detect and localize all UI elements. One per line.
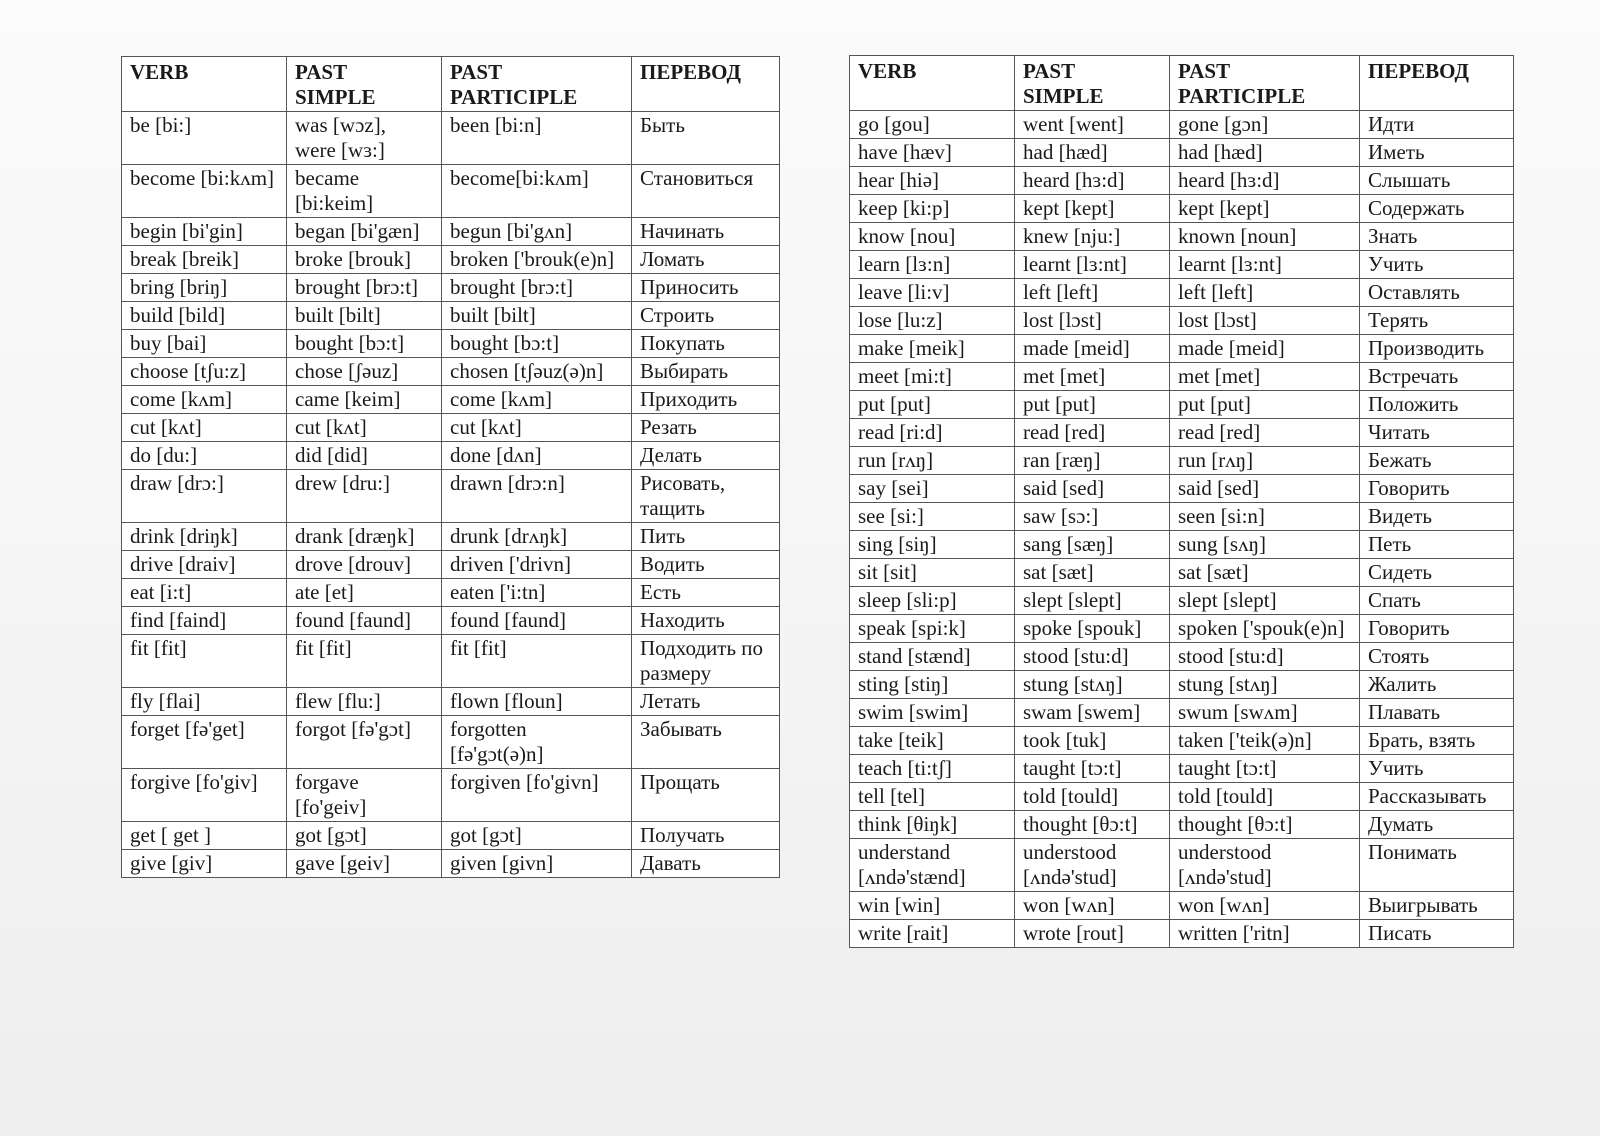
table-row bbox=[850, 111, 1514, 139]
cell-past-simple: saw [sɔ:] bbox=[1015, 503, 1170, 531]
table-row bbox=[850, 279, 1514, 307]
cell-past-participle: stood [stu:d] bbox=[1170, 643, 1360, 671]
table-row bbox=[122, 274, 780, 302]
cell-past-simple: took [tuk] bbox=[1015, 727, 1170, 755]
cell-verb: drink [driŋk] bbox=[122, 523, 287, 551]
cell-translation: Рисовать, тащить bbox=[632, 470, 780, 523]
table-row bbox=[122, 769, 780, 822]
header-translation: ПЕРЕВОД bbox=[632, 57, 780, 112]
cell-translation: Быть bbox=[632, 112, 780, 165]
cell-verb: sleep [sli:p] bbox=[850, 587, 1015, 615]
cell-past-participle: chosen [tʃəuz(ə)n] bbox=[442, 358, 632, 386]
cell-past-participle: broken ['brouk(e)n] bbox=[442, 246, 632, 274]
cell-past-participle: written ['ritn] bbox=[1170, 920, 1360, 948]
cell-verb: cut [kʌt] bbox=[122, 414, 287, 442]
cell-translation: Находить bbox=[632, 607, 780, 635]
cell-translation: Писать bbox=[1360, 920, 1514, 948]
table-row bbox=[850, 167, 1514, 195]
cell-past-simple: taught [tɔ:t] bbox=[1015, 755, 1170, 783]
cell-past-participle: put [put] bbox=[1170, 391, 1360, 419]
cell-past-simple: understood [ʌndə'stud] bbox=[1015, 839, 1170, 892]
table-row bbox=[122, 330, 780, 358]
cell-translation: Рассказывать bbox=[1360, 783, 1514, 811]
cell-past-simple: cut [kʌt] bbox=[287, 414, 442, 442]
cell-past-participle: had [hæd] bbox=[1170, 139, 1360, 167]
header-past-participle: PAST PARTICIPLE bbox=[442, 57, 632, 112]
cell-translation: Плавать bbox=[1360, 699, 1514, 727]
cell-past-participle: swum [swʌm] bbox=[1170, 699, 1360, 727]
table-row bbox=[122, 302, 780, 330]
cell-translation: Брать, взять bbox=[1360, 727, 1514, 755]
cell-past-simple: had [hæd] bbox=[1015, 139, 1170, 167]
cell-past-participle: stung [stʌŋ] bbox=[1170, 671, 1360, 699]
cell-translation: Прощать bbox=[632, 769, 780, 822]
cell-past-simple: put [put] bbox=[1015, 391, 1170, 419]
cell-translation: Жалить bbox=[1360, 671, 1514, 699]
cell-translation: Иметь bbox=[1360, 139, 1514, 167]
table-row bbox=[122, 414, 780, 442]
table-row bbox=[122, 822, 780, 850]
cell-verb: choose [tʃu:z] bbox=[122, 358, 287, 386]
cell-translation: Забывать bbox=[632, 716, 780, 769]
cell-verb: learn [lɜ:n] bbox=[850, 251, 1015, 279]
header-row bbox=[122, 57, 780, 112]
cell-past-participle: forgotten [fə'gɔt(ə)n] bbox=[442, 716, 632, 769]
table-row bbox=[850, 195, 1514, 223]
cell-translation: Получать bbox=[632, 822, 780, 850]
cell-verb: leave [li:v] bbox=[850, 279, 1015, 307]
cell-past-participle: taught [tɔ:t] bbox=[1170, 755, 1360, 783]
cell-past-participle: driven ['drivn] bbox=[442, 551, 632, 579]
cell-verb: drive [draiv] bbox=[122, 551, 287, 579]
cell-past-simple: bought [bɔ:t] bbox=[287, 330, 442, 358]
cell-past-participle: gone [gɔn] bbox=[1170, 111, 1360, 139]
table-row bbox=[122, 551, 780, 579]
cell-translation: Давать bbox=[632, 850, 780, 878]
cell-past-participle: fit [fit] bbox=[442, 635, 632, 688]
cell-past-simple: did [did] bbox=[287, 442, 442, 470]
cell-verb: begin [bi'gin] bbox=[122, 218, 287, 246]
cell-past-participle: drawn [drɔ:n] bbox=[442, 470, 632, 523]
table-row bbox=[850, 363, 1514, 391]
table-row bbox=[122, 688, 780, 716]
cell-verb: be [bi:] bbox=[122, 112, 287, 165]
table-row bbox=[850, 307, 1514, 335]
cell-past-participle: come [kʌm] bbox=[442, 386, 632, 414]
cell-verb: tell [tel] bbox=[850, 783, 1015, 811]
cell-translation: Знать bbox=[1360, 223, 1514, 251]
cell-past-simple: became [bi:keim] bbox=[287, 165, 442, 218]
cell-translation: Приходить bbox=[632, 386, 780, 414]
table-row bbox=[122, 112, 780, 165]
cell-past-simple: broke [brouk] bbox=[287, 246, 442, 274]
cell-translation: Думать bbox=[1360, 811, 1514, 839]
table-row bbox=[850, 643, 1514, 671]
table-row bbox=[122, 470, 780, 523]
table-row bbox=[850, 223, 1514, 251]
cell-translation: Понимать bbox=[1360, 839, 1514, 892]
cell-past-simple: slept [slept] bbox=[1015, 587, 1170, 615]
cell-translation: Приносить bbox=[632, 274, 780, 302]
cell-translation: Сидеть bbox=[1360, 559, 1514, 587]
cell-past-participle: sat [sæt] bbox=[1170, 559, 1360, 587]
cell-past-simple: ran [ræŋ] bbox=[1015, 447, 1170, 475]
cell-verb: know [nou] bbox=[850, 223, 1015, 251]
cell-past-simple: made [meid] bbox=[1015, 335, 1170, 363]
cell-translation: Ломать bbox=[632, 246, 780, 274]
cell-past-participle: understood [ʌndə'stud] bbox=[1170, 839, 1360, 892]
table-body-left bbox=[122, 112, 780, 878]
table-body-right bbox=[850, 111, 1514, 948]
cell-past-simple: thought [θɔ:t] bbox=[1015, 811, 1170, 839]
cell-past-participle: been [bi:n] bbox=[442, 112, 632, 165]
cell-translation: Оставлять bbox=[1360, 279, 1514, 307]
cell-verb: swim [swim] bbox=[850, 699, 1015, 727]
cell-past-simple: sat [sæt] bbox=[1015, 559, 1170, 587]
table-row bbox=[850, 671, 1514, 699]
cell-past-simple: came [keim] bbox=[287, 386, 442, 414]
header-row bbox=[850, 56, 1514, 111]
cell-translation: Есть bbox=[632, 579, 780, 607]
cell-verb: meet [mi:t] bbox=[850, 363, 1015, 391]
cell-past-participle: heard [hɜ:d] bbox=[1170, 167, 1360, 195]
cell-past-participle: kept [kept] bbox=[1170, 195, 1360, 223]
cell-verb: draw [drɔ:] bbox=[122, 470, 287, 523]
cell-verb: win [win] bbox=[850, 892, 1015, 920]
cell-past-participle: done [dʌn] bbox=[442, 442, 632, 470]
table-row bbox=[850, 139, 1514, 167]
cell-verb: say [sei] bbox=[850, 475, 1015, 503]
table-row bbox=[850, 475, 1514, 503]
header-past-simple: PAST SIMPLE bbox=[1015, 56, 1170, 111]
cell-past-participle: lost [lɔst] bbox=[1170, 307, 1360, 335]
table-row bbox=[850, 755, 1514, 783]
table-row bbox=[122, 850, 780, 878]
irregular-verbs-table-right bbox=[849, 55, 1514, 948]
cell-past-participle: taken ['teik(ə)n] bbox=[1170, 727, 1360, 755]
cell-translation: Пить bbox=[632, 523, 780, 551]
header-verb: VERB bbox=[850, 56, 1015, 111]
cell-past-simple: wrote [rout] bbox=[1015, 920, 1170, 948]
cell-past-simple: learnt [lɜ:nt] bbox=[1015, 251, 1170, 279]
cell-verb: have [hæv] bbox=[850, 139, 1015, 167]
cell-verb: teach [ti:tʃ] bbox=[850, 755, 1015, 783]
cell-verb: think [θiŋk] bbox=[850, 811, 1015, 839]
cell-verb: go [gou] bbox=[850, 111, 1015, 139]
table-row bbox=[122, 218, 780, 246]
cell-translation: Учить bbox=[1360, 251, 1514, 279]
cell-past-simple: stood [stu:d] bbox=[1015, 643, 1170, 671]
cell-past-simple: forgot [fə'gɔt] bbox=[287, 716, 442, 769]
cell-verb: build [bild] bbox=[122, 302, 287, 330]
cell-translation: Видеть bbox=[1360, 503, 1514, 531]
cell-past-participle: run [rʌŋ] bbox=[1170, 447, 1360, 475]
cell-verb: read [ri:d] bbox=[850, 419, 1015, 447]
cell-past-simple: began [bi'gæn] bbox=[287, 218, 442, 246]
cell-past-participle: found [faund] bbox=[442, 607, 632, 635]
cell-past-participle: eaten ['i:tn] bbox=[442, 579, 632, 607]
cell-verb: take [teik] bbox=[850, 727, 1015, 755]
cell-translation: Покупать bbox=[632, 330, 780, 358]
table-row bbox=[850, 559, 1514, 587]
table-row bbox=[850, 531, 1514, 559]
cell-past-participle: become[bi:kʌm] bbox=[442, 165, 632, 218]
cell-translation: Читать bbox=[1360, 419, 1514, 447]
cell-verb: get [ get ] bbox=[122, 822, 287, 850]
cell-verb: hear [hiə] bbox=[850, 167, 1015, 195]
cell-past-participle: built [bilt] bbox=[442, 302, 632, 330]
cell-verb: write [rait] bbox=[850, 920, 1015, 948]
cell-translation: Встречать bbox=[1360, 363, 1514, 391]
cell-translation: Спать bbox=[1360, 587, 1514, 615]
table-row bbox=[122, 246, 780, 274]
cell-past-simple: stung [stʌŋ] bbox=[1015, 671, 1170, 699]
cell-verb: sit [sit] bbox=[850, 559, 1015, 587]
table-row bbox=[850, 839, 1514, 892]
cell-past-simple: knew [nju:] bbox=[1015, 223, 1170, 251]
cell-past-participle: read [red] bbox=[1170, 419, 1360, 447]
cell-past-simple: ate [et] bbox=[287, 579, 442, 607]
cell-translation: Петь bbox=[1360, 531, 1514, 559]
cell-past-participle: told [tould] bbox=[1170, 783, 1360, 811]
cell-past-simple: fit [fit] bbox=[287, 635, 442, 688]
cell-verb: forgive [fo'giv] bbox=[122, 769, 287, 822]
cell-past-simple: spoke [spouk] bbox=[1015, 615, 1170, 643]
table-row bbox=[122, 523, 780, 551]
cell-translation: Подходить по размеру bbox=[632, 635, 780, 688]
cell-past-participle: forgiven [fo'givn] bbox=[442, 769, 632, 822]
cell-verb: bring [briŋ] bbox=[122, 274, 287, 302]
table-row bbox=[850, 503, 1514, 531]
cell-past-simple: went [went] bbox=[1015, 111, 1170, 139]
cell-translation: Идти bbox=[1360, 111, 1514, 139]
cell-past-simple: said [sed] bbox=[1015, 475, 1170, 503]
cell-verb: keep [ki:p] bbox=[850, 195, 1015, 223]
table-row bbox=[850, 892, 1514, 920]
cell-verb: understand [ʌndə'stænd] bbox=[850, 839, 1015, 892]
cell-translation: Содержать bbox=[1360, 195, 1514, 223]
cell-verb: make [meik] bbox=[850, 335, 1015, 363]
table-row bbox=[122, 716, 780, 769]
cell-past-participle: flown [floun] bbox=[442, 688, 632, 716]
cell-past-participle: won [wʌn] bbox=[1170, 892, 1360, 920]
cell-translation: Летать bbox=[632, 688, 780, 716]
cell-past-simple: heard [hɜ:d] bbox=[1015, 167, 1170, 195]
table-row bbox=[850, 419, 1514, 447]
table-row bbox=[850, 699, 1514, 727]
cell-past-participle: drunk [drʌŋk] bbox=[442, 523, 632, 551]
cell-past-simple: kept [kept] bbox=[1015, 195, 1170, 223]
cell-verb: break [breik] bbox=[122, 246, 287, 274]
cell-past-participle: begun [bi'gʌn] bbox=[442, 218, 632, 246]
cell-verb: sting [stiŋ] bbox=[850, 671, 1015, 699]
cell-past-participle: seen [si:n] bbox=[1170, 503, 1360, 531]
cell-past-participle: made [meid] bbox=[1170, 335, 1360, 363]
cell-past-simple: chose [ʃəuz] bbox=[287, 358, 442, 386]
cell-verb: put [put] bbox=[850, 391, 1015, 419]
cell-verb: give [giv] bbox=[122, 850, 287, 878]
cell-past-simple: built [bilt] bbox=[287, 302, 442, 330]
irregular-verbs-table-left bbox=[121, 56, 780, 878]
cell-verb: become [bi:kʌm] bbox=[122, 165, 287, 218]
cell-past-simple: flew [flu:] bbox=[287, 688, 442, 716]
cell-translation: Бежать bbox=[1360, 447, 1514, 475]
cell-past-participle: cut [kʌt] bbox=[442, 414, 632, 442]
cell-translation: Становиться bbox=[632, 165, 780, 218]
table-row bbox=[850, 251, 1514, 279]
cell-verb: come [kʌm] bbox=[122, 386, 287, 414]
cell-past-participle: brought [brɔ:t] bbox=[442, 274, 632, 302]
cell-past-simple: was [wɔz], were [wɜ:] bbox=[287, 112, 442, 165]
cell-verb: stand [stænd] bbox=[850, 643, 1015, 671]
table-row bbox=[850, 920, 1514, 948]
cell-past-simple: told [tould] bbox=[1015, 783, 1170, 811]
cell-verb: find [faind] bbox=[122, 607, 287, 635]
cell-past-participle: said [sed] bbox=[1170, 475, 1360, 503]
table-row bbox=[850, 587, 1514, 615]
cell-past-participle: known [noun] bbox=[1170, 223, 1360, 251]
cell-translation: Слышать bbox=[1360, 167, 1514, 195]
cell-verb: run [rʌŋ] bbox=[850, 447, 1015, 475]
table-row bbox=[850, 783, 1514, 811]
cell-translation: Строить bbox=[632, 302, 780, 330]
cell-translation: Стоять bbox=[1360, 643, 1514, 671]
cell-verb: forget [fə'get] bbox=[122, 716, 287, 769]
header-verb: VERB bbox=[122, 57, 287, 112]
cell-translation: Начинать bbox=[632, 218, 780, 246]
cell-translation: Говорить bbox=[1360, 615, 1514, 643]
cell-translation: Производить bbox=[1360, 335, 1514, 363]
cell-translation: Выигрывать bbox=[1360, 892, 1514, 920]
table-row bbox=[850, 615, 1514, 643]
table-row bbox=[122, 386, 780, 414]
table-row bbox=[122, 442, 780, 470]
cell-past-participle: spoken ['spouk(e)n] bbox=[1170, 615, 1360, 643]
cell-past-simple: swam [swem] bbox=[1015, 699, 1170, 727]
cell-translation: Положить bbox=[1360, 391, 1514, 419]
cell-past-participle: got [gɔt] bbox=[442, 822, 632, 850]
table-row bbox=[850, 447, 1514, 475]
cell-verb: speak [spi:k] bbox=[850, 615, 1015, 643]
cell-past-simple: sang [sæŋ] bbox=[1015, 531, 1170, 559]
cell-past-simple: lost [lɔst] bbox=[1015, 307, 1170, 335]
cell-past-simple: left [left] bbox=[1015, 279, 1170, 307]
cell-past-participle: slept [slept] bbox=[1170, 587, 1360, 615]
cell-verb: lose [lu:z] bbox=[850, 307, 1015, 335]
cell-past-simple: won [wʌn] bbox=[1015, 892, 1170, 920]
header-past-participle: PAST PARTICIPLE bbox=[1170, 56, 1360, 111]
table-row bbox=[122, 607, 780, 635]
cell-verb: eat [i:t] bbox=[122, 579, 287, 607]
cell-past-participle: sung [sʌŋ] bbox=[1170, 531, 1360, 559]
cell-translation: Учить bbox=[1360, 755, 1514, 783]
cell-verb: buy [bai] bbox=[122, 330, 287, 358]
table-row bbox=[122, 358, 780, 386]
header-translation: ПЕРЕВОД bbox=[1360, 56, 1514, 111]
table-row bbox=[850, 811, 1514, 839]
table-row bbox=[850, 335, 1514, 363]
table-row bbox=[122, 635, 780, 688]
table-row bbox=[122, 579, 780, 607]
cell-translation: Выбирать bbox=[632, 358, 780, 386]
cell-past-simple: drank [dræŋk] bbox=[287, 523, 442, 551]
cell-past-participle: bought [bɔ:t] bbox=[442, 330, 632, 358]
cell-verb: see [si:] bbox=[850, 503, 1015, 531]
cell-past-participle: given [givn] bbox=[442, 850, 632, 878]
cell-verb: fit [fit] bbox=[122, 635, 287, 688]
table-row bbox=[122, 165, 780, 218]
cell-past-simple: drew [dru:] bbox=[287, 470, 442, 523]
cell-past-participle: thought [θɔ:t] bbox=[1170, 811, 1360, 839]
cell-past-simple: found [faund] bbox=[287, 607, 442, 635]
table-row bbox=[850, 727, 1514, 755]
cell-past-simple: forgave [fo'geiv] bbox=[287, 769, 442, 822]
cell-translation: Резать bbox=[632, 414, 780, 442]
cell-past-simple: gave [geiv] bbox=[287, 850, 442, 878]
cell-past-simple: drove [drouv] bbox=[287, 551, 442, 579]
cell-past-participle: learnt [lɜ:nt] bbox=[1170, 251, 1360, 279]
cell-past-participle: met [met] bbox=[1170, 363, 1360, 391]
cell-translation: Делать bbox=[632, 442, 780, 470]
cell-past-simple: got [gɔt] bbox=[287, 822, 442, 850]
table-row bbox=[850, 391, 1514, 419]
cell-past-participle: left [left] bbox=[1170, 279, 1360, 307]
cell-verb: sing [siŋ] bbox=[850, 531, 1015, 559]
cell-translation: Водить bbox=[632, 551, 780, 579]
cell-verb: fly [flai] bbox=[122, 688, 287, 716]
cell-past-simple: met [met] bbox=[1015, 363, 1170, 391]
cell-past-simple: brought [brɔ:t] bbox=[287, 274, 442, 302]
cell-translation: Говорить bbox=[1360, 475, 1514, 503]
cell-verb: do [du:] bbox=[122, 442, 287, 470]
header-past-simple: PAST SIMPLE bbox=[287, 57, 442, 112]
cell-translation: Терять bbox=[1360, 307, 1514, 335]
cell-past-simple: read [red] bbox=[1015, 419, 1170, 447]
